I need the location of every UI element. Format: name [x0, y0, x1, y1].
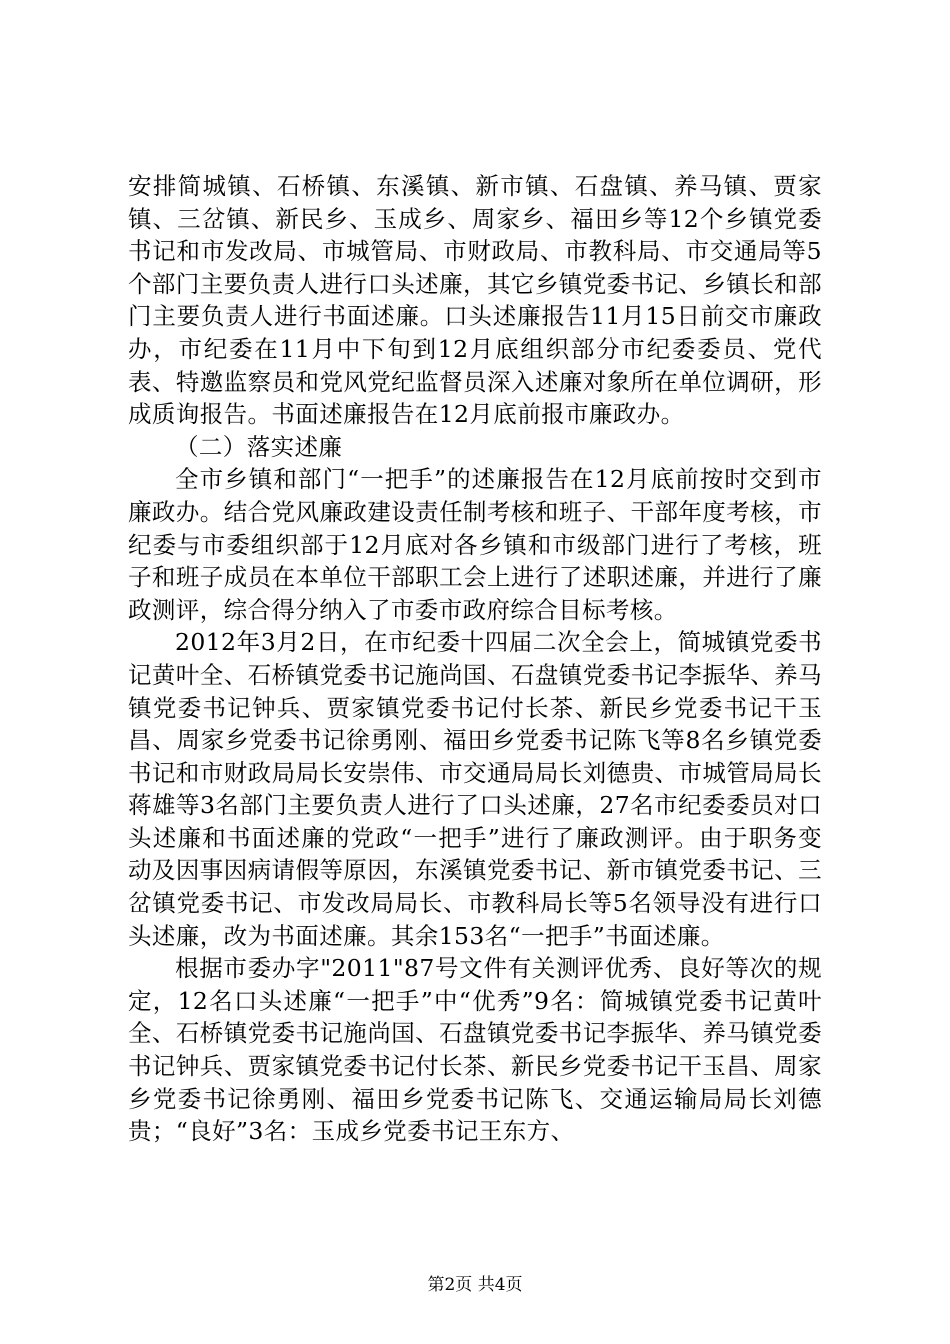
- paragraph-4: 根据市委办字"2011"87号文件有关测评优秀、良好等次的规定，12名口头述廉“一把手”中“优秀”9名：简城镇党委书记黄叶全、石桥镇党委书记施尚国、石盘镇党委书记李振华、养马镇党委书记钟兵、贾家镇党委书记付长茶、新民乡党委书记干玉昌、周家乡党委书记徐勇刚、福田乡党委书记陈飞、交通运输局局长刘德贵；“良好”3名：玉成乡党委书记王东方、: [128, 954, 822, 1146]
- paragraph-3: 2012年3月2日，在市纪委十四届二次全会上，简城镇党委书记黄叶全、石桥镇党委书记施尚国、石盘镇党委书记李振华、养马镇党委书记钟兵、贾家镇党委书记付长茶、新民乡党委书记干玉昌、周家乡党委书记徐勇刚、福田乡党委书记陈飞等8名乡镇党委书记和市财政局局长安崇伟、市交通局局长刘德贵、市城管局局长蒋雄等3名部门主要负责人进行了口头述廉，27名市纪委委员对口头述廉和书面述廉的党政“一把手”进行了廉政测评。由于职务变动及因事因病请假等原因，东溪镇党委书记、新市镇党委书记、三岔镇党委书记、市发改局局长、市教科局长等5名领导没有进行口头述廉，改为书面述廉。其余153名“一把手”书面述廉。: [128, 628, 822, 950]
- paragraph-2: 全市乡镇和部门“一把手”的述廉报告在12月底前按时交到市廉政办。结合党风廉政建设责任制考核和班子、干部年度考核，市纪委与市委组织部于12月底对各乡镇和市级部门进行了考核，班子和班子成员在本单位干部职工会上进行了述职述廉，并进行了廉政测评，综合得分纳入了市委市政府综合目标考核。: [128, 465, 822, 624]
- page-number-footer: 第2页 共4页: [427, 1275, 523, 1295]
- paragraph-1: 安排简城镇、石桥镇、东溪镇、新市镇、石盘镇、养马镇、贾家镇、三岔镇、新民乡、玉成乡、周家乡、福田乡等12个乡镇党委书记和市发改局、市城管局、市财政局、市教科局、市交通局等5个部门主要负责人进行口头述廉，其它乡镇党委书记、乡镇长和部门主要负责人进行书面述廉。口头述廉报告11月15日前交市廉政办，市纪委在11月中下旬到12月底组织部分市纪委委员、党代表、特邀监察员和党风党纪监督员深入述廉对象所在单位调研，形成质询报告。书面述廉报告在12月底前报市廉政办。: [128, 172, 822, 429]
- section-heading: （二）落实述廉: [175, 432, 343, 461]
- document-body: [128, 170, 822, 1148]
